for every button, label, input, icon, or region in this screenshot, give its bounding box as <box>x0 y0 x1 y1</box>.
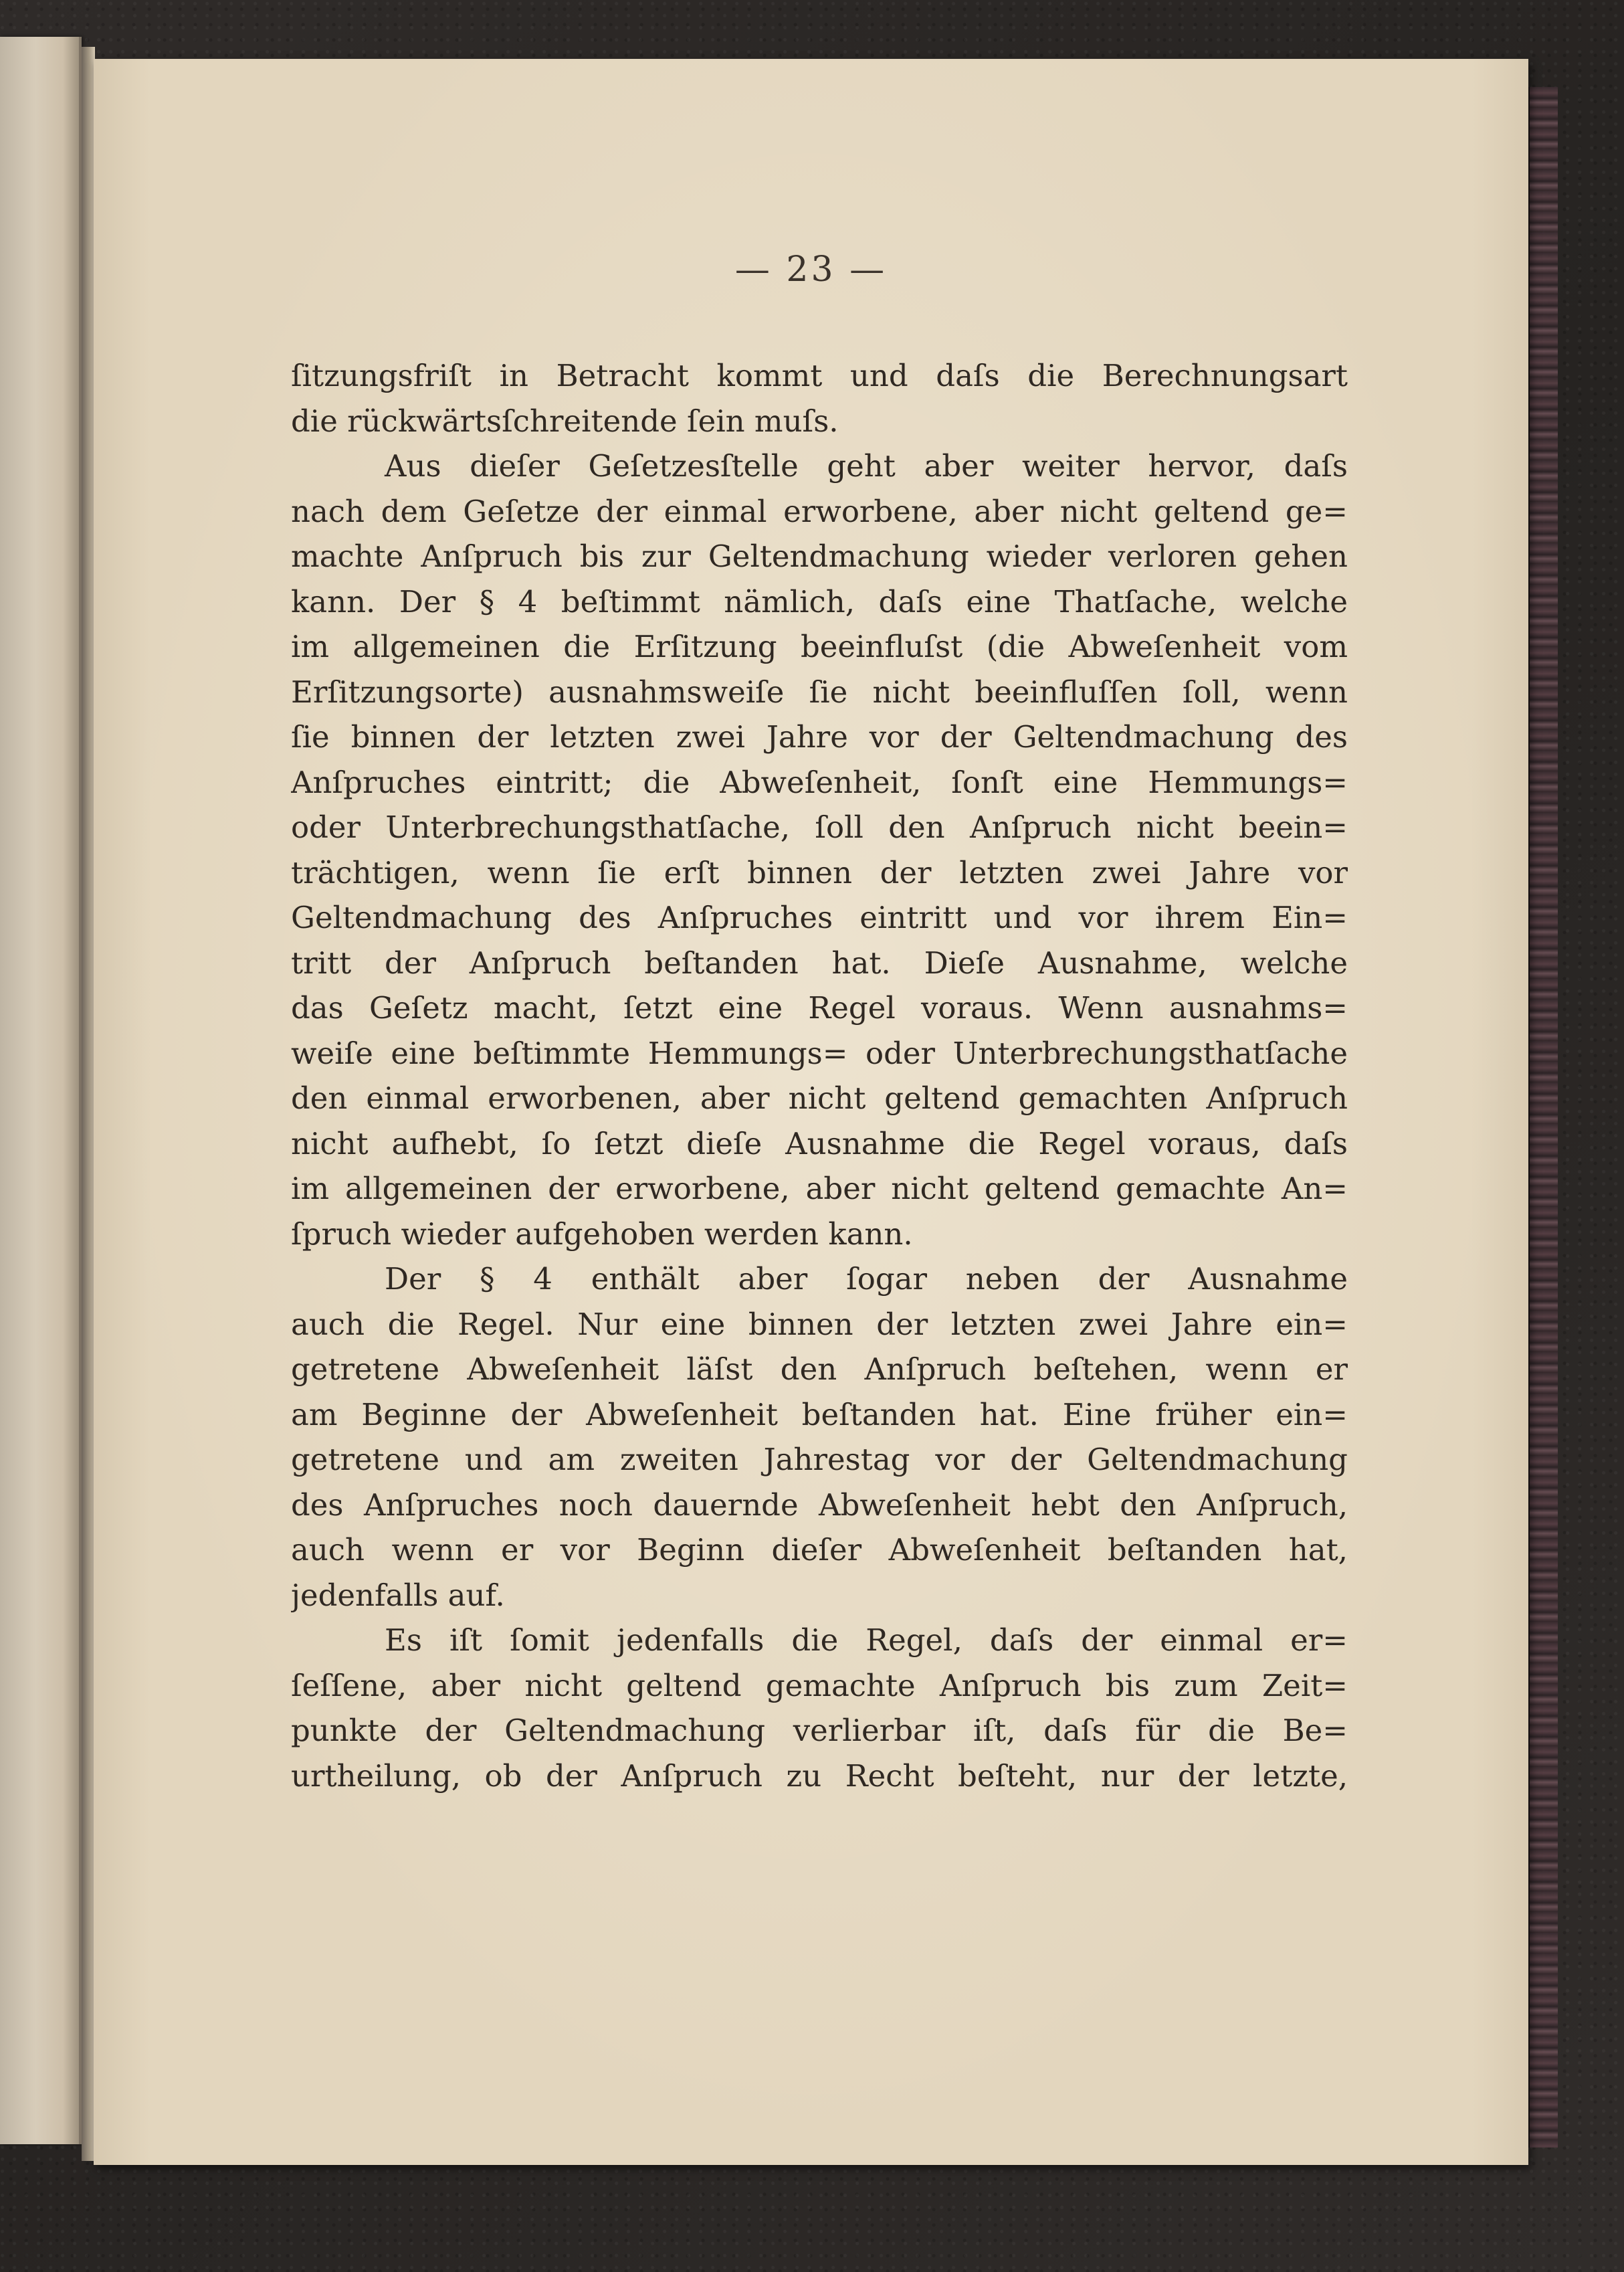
text-line: jedenfalls auf. <box>291 1577 505 1613</box>
text-line: den einmal erworbenen, aber nicht geltend gemachten Anſpruch <box>291 1080 1348 1116</box>
book-page <box>94 59 1528 2165</box>
text-line: urtheilung, ob der Anſpruch zu Recht beſteht, nur der letzte, <box>291 1758 1348 1794</box>
text-line: kann. Der § 4 beſtimmt nämlich, daſs eine Thatſache, welche <box>291 583 1348 620</box>
text-line: weiſe eine beſtimmte Hemmungs= oder Unterbrechungsthatſache <box>291 1035 1348 1071</box>
text-line: punkte der Geltendmachung verlierbar iſt, daſs für die Be= <box>291 1713 1348 1748</box>
text-line: Anſpruches eintritt; die Abweſenheit, ſonſt eine Hemmungs= <box>291 764 1348 800</box>
text-line: ſie binnen der letzten zwei Jahre vor der Geltendmachung des <box>291 719 1348 755</box>
text-line: tritt der Anſpruch beſtanden hat. Dieſe Ausnahme, welche <box>291 945 1348 981</box>
page-text-block <box>291 353 1348 1798</box>
text-line: des Anſpruches noch dauernde Abweſenheit hebt den Anſpruch, <box>291 1487 1348 1523</box>
text-line: ſeſſene, aber nicht geltend gemachte Anſpruch bis zum Zeit= <box>291 1667 1348 1703</box>
previous-page-edge <box>0 37 82 2144</box>
text-line: auch wenn er vor Beginn dieſer Abweſenheit beſtanden hat, <box>291 1532 1348 1568</box>
text-line: Der § 4 enthält aber ſogar neben der Ausnahme <box>385 1261 1348 1297</box>
page-number: — 23 — <box>734 250 888 290</box>
text-line: trächtigen, wenn ſie erſt binnen der letzten zwei Jahre vor <box>291 854 1348 890</box>
text-line: Geltendmachung des Anſpruches eintritt und vor ihrem Ein= <box>291 900 1348 935</box>
text-line: ſpruch wieder aufgehoben werden kann. <box>291 1216 913 1252</box>
book-gutter <box>82 47 95 2161</box>
text-line: auch die Regel. Nur eine binnen der letzten zwei Jahre ein= <box>291 1306 1348 1342</box>
text-line: ſitzungsfriſt in Betracht kommt und daſs die Berechnungsart <box>291 358 1348 393</box>
text-line: getretene Abweſenheit läſst den Anſpruch beſtehen, wenn er <box>291 1351 1348 1387</box>
text-line: am Beginne der Abweſenheit beſtanden hat. Eine früher ein= <box>291 1396 1348 1432</box>
book-binding-edge <box>1528 87 1558 2148</box>
text-line: machte Anſpruch bis zur Geltendmachung wieder verloren gehen <box>291 539 1348 574</box>
text-line: getretene und am zweiten Jahrestag vor der Geltendmachung <box>291 1442 1348 1477</box>
text-line: im allgemeinen der erworbene, aber nicht geltend gemachte An= <box>291 1171 1348 1206</box>
text-line: die rückwärtsſchreitende ſein muſs. <box>291 403 839 439</box>
text-line: oder Unterbrechungsthatſache, ſoll den Anſpruch nicht beein= <box>291 810 1348 845</box>
text-line: im allgemeinen die Erſitzung beeinfluſst (die Abweſenheit vom <box>291 629 1348 664</box>
text-line: nicht aufhebt, ſo ſetzt dieſe Ausnahme die Regel voraus, daſs <box>291 1125 1348 1161</box>
text-line: nach dem Geſetze der einmal erworbene, aber nicht geltend ge= <box>291 493 1348 529</box>
text-line: Aus dieſer Geſetzesſtelle geht aber weiter hervor, daſs <box>385 448 1348 484</box>
text-line: das Geſetz macht, ſetzt eine Regel voraus. Wenn ausnahms= <box>291 990 1348 1026</box>
text-line: Es iſt ſomit jedenfalls die Regel, daſs der einmal er= <box>385 1622 1348 1658</box>
text-line: Erſitzungsorte) ausnahmsweiſe ſie nicht beeinfluſſen ſoll, wenn <box>291 674 1348 710</box>
